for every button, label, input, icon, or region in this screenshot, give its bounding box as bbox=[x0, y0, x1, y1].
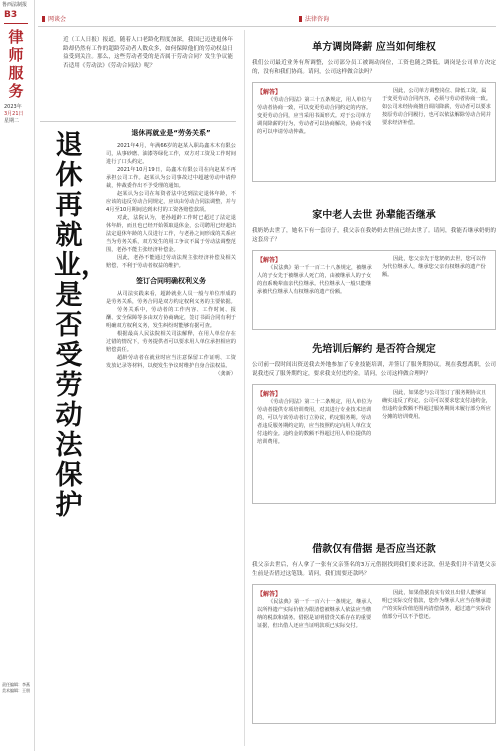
qa-question: 公司前一段时间出资送我去外地参加了专业技能培训，并签订了服务期协议。现在我想离职，公司说我违反了服务期约定，要求我支付违约金。请问，公司这样做合理吗？ bbox=[252, 362, 496, 377]
header-label: 法律咨询 bbox=[305, 16, 330, 23]
answer-right bbox=[382, 389, 491, 499]
qa-title: 家中老人去世 孙辈能否继承 bbox=[312, 210, 436, 221]
qa-question: 我奶奶去世了，她名下有一套房子，我父亲在我奶奶去世前已经去世了。请问，我能否继承奶奶的这套房子？ bbox=[252, 228, 496, 243]
paragraph: 2021年4月，年满66岁的赵某入职岛鑫木木有限公司，从事砂磨、油漆等绿化工作，双方对工资及工作时间进行了口头约定。 bbox=[106, 143, 236, 165]
qa-answer-box bbox=[252, 82, 496, 182]
paragraph: 劳务关系中，劳动者的工作内容、工作时间、报酬、安全保障等多由双方协商确定，签订书面合同有利于明确双方权利义务，发生纠纷时能够有据可查。 bbox=[106, 307, 236, 329]
answer-right bbox=[382, 87, 491, 177]
header-label: 网谈会 bbox=[48, 16, 67, 23]
answer-text: 《劳动合同法》第三十五条规定，用人单位与劳动者协商一致，可以变更劳动合同约定的内容。变更劳动合同，应当采用书面形式。对于公司单方调岗降薪的行为，劳动者可以协商解决，协商不成的可以申请劳动仲裁。 bbox=[257, 97, 372, 136]
answer-text: 《民法典》第一千一百六十一条规定，继承人以所得遗产实际价值为限清偿被继承人依法应当缴纳的税款和债务。借据是证明借贷关系存在的重要证据，但出借人还应当证明款项已实际交付。 bbox=[257, 599, 372, 630]
answer-text: 因此，如果您与公司签订了服务期协议且确实违反了约定，公司可以要求您支付违约金，但违约金数额不得超过服务期尚未履行部分所应分摊的培训费用。 bbox=[381, 390, 491, 421]
feature-title: 退休再就业，是否受劳动法保护 bbox=[54, 130, 108, 521]
answer-label: 【解答】 bbox=[257, 591, 282, 599]
qa-answer-box bbox=[252, 584, 496, 724]
paragraph: 赵某认为公司在每资者法中达到法定退休年龄，不应该的违反劳动合同规定，应该由劳动合同法调整，并与4月至10月期间达到未付的工资各赔偿款项。 bbox=[106, 191, 236, 213]
answer-label: 【解答】 bbox=[257, 89, 282, 97]
top-rule bbox=[38, 26, 496, 27]
qa-block-2 bbox=[252, 206, 496, 330]
header-bar bbox=[42, 16, 45, 22]
section1-title: 退休再就业是“劳务关系” bbox=[131, 129, 211, 137]
feature-body bbox=[106, 128, 236, 378]
editor-line: 责任编辑：李燕 bbox=[2, 682, 30, 687]
column-divider bbox=[244, 30, 245, 746]
date-year: 2023年 bbox=[4, 104, 22, 110]
section-name: 律师服务 bbox=[8, 28, 24, 100]
qa-question: 我父亲去世后，有人拿了一张有父亲签名的3万元借据找到我们要求还款，但是我们并不清楚父亲生前是否借过这笔钱。请问，我们需要还款吗？ bbox=[252, 562, 496, 577]
qa-block-3 bbox=[252, 340, 496, 504]
answer-text: 《民法典》第一千一百二十八条规定，被继承人的子女先于被继承人死亡的，由被继承人的子女的直系晚辈血亲代位继承。代位继承人一般只能继承被代位继承人有权继承的遗产份额。 bbox=[257, 265, 372, 296]
paragraph: 超龄劳动者在就业时应当注意保留工作证明、工资发放记录等材料，以便发生争议时维护自身合法权益。 bbox=[106, 355, 236, 369]
left-column-header bbox=[42, 14, 66, 23]
divider bbox=[4, 23, 28, 24]
paper-name: 鲁西法制报 bbox=[2, 2, 28, 8]
right-column-header bbox=[299, 14, 329, 23]
masthead-divider bbox=[34, 0, 35, 751]
answer-left bbox=[257, 589, 376, 719]
qa-title: 借款仅有借据 是否应当还款 bbox=[312, 544, 436, 555]
qa-block-4 bbox=[252, 540, 496, 724]
answer-left bbox=[257, 87, 376, 177]
paragraph: 从司法实践来看，超龄就业人员一般与单位形成的是劳务关系，劳务合同是双方约定权利义务的主要依据。 bbox=[106, 291, 236, 305]
answer-right bbox=[382, 589, 491, 719]
paragraph: 2021年10月19日，岛鑫木有限公司在向赵某不再承担公司工作。赵某认为公司事故过中超越劳动申请仲裁，仲裁委作出不予受理的通知。 bbox=[106, 167, 236, 189]
qa-title: 单方调岗降薪 应当如何维权 bbox=[312, 42, 436, 53]
designer-line: 美术编辑：王朋 bbox=[2, 688, 30, 693]
page-number: B3 bbox=[4, 10, 18, 20]
feature-lead: 近（工人日报）报道，随着人口老龄化程度加深，我国已迈进退休年龄却仍然有工作的超龄劳动者人数众多，如何保障他们的劳动权益日益受到关注。那么，这些劳动者受的是否属于劳动合同？发生争议能否适用《劳动法》《劳动合同法》呢？ bbox=[63, 37, 233, 69]
answer-left bbox=[257, 389, 376, 499]
qa-answer-box bbox=[252, 384, 496, 504]
paragraph: 因此，老孙不能通过劳动法规主张经济补偿及相关赔偿，不利于劳动者权益的维护。 bbox=[106, 255, 236, 269]
qa-block-1 bbox=[252, 38, 496, 182]
answer-left bbox=[257, 255, 376, 325]
answer-text: 因此，如果借据真实有效且出借人能够证明已实际交付借款，您作为继承人应当在继承遗产的实际价值范围内清偿债务，超过遗产实际价值部分可以不予偿还。 bbox=[381, 590, 491, 621]
qa-title: 先培训后解约 是否符合规定 bbox=[312, 344, 436, 355]
byline: （龚新） bbox=[215, 371, 236, 377]
date-weekday: 星期二 bbox=[4, 118, 20, 124]
paragraph: 根据最高人民法院相关司法解释，在用人单位存在过错的情况下，劳务提供者可以要求用人单位承担相应的赔偿责任。 bbox=[106, 331, 236, 353]
answer-text: 因此，公司单方调整岗位、降低工资，属于变更劳动合同内容，必须与劳动者协商一致。如公司未经协商擅自调岗降薪，劳动者可以要求按原劳动合同履行，也可以依法解除劳动合同并要求经济补偿。 bbox=[381, 88, 491, 127]
answer-label: 【解答】 bbox=[257, 257, 282, 265]
qa-question: 我们公司最近业务有所调整，公司部分员工被调动岗位，工资也随之降低。调岗是公司单方决定的，没有和我们协商。请问，公司这样做合法吗？ bbox=[252, 60, 496, 75]
date-block bbox=[4, 104, 30, 125]
answer-text: 因此，您父亲先于您奶奶去世，您可以作为代位继承人，继承您父亲有权继承的遗产份额。 bbox=[381, 256, 487, 279]
editor-credits bbox=[2, 682, 30, 694]
header-bar bbox=[299, 16, 302, 22]
date-day: 3月21日 bbox=[4, 111, 24, 117]
answer-text: 《劳动合同法》第二十二条规定，用人单位为劳动者提供专项培训费用，对其进行专业技术培训的，可以与该劳动者订立协议，约定服务期。劳动者违反服务期约定的，应当按照约定向用人单位支付违约金。违约金的数额不得超过用人单位提供的培训费用。 bbox=[257, 399, 372, 446]
section2-title: 签订合同明确权利义务 bbox=[136, 277, 206, 285]
masthead-strip bbox=[0, 0, 34, 751]
qa-answer-box bbox=[252, 250, 496, 330]
answer-label: 【解答】 bbox=[257, 391, 282, 399]
lead-rule bbox=[40, 121, 236, 122]
paragraph: 对此，法院认为，老孙超龄工作时已超过了法定退休年龄，而且也已经开始领取退休金，公司聘用已经超出法定退休年龄的人员进行工作，与老孙之间形成的关系应当为劳务关系，双方发生的用工争议不属于劳动法调整范围，老孙不能主张经济补偿金。 bbox=[106, 215, 236, 253]
answer-right bbox=[382, 255, 491, 325]
